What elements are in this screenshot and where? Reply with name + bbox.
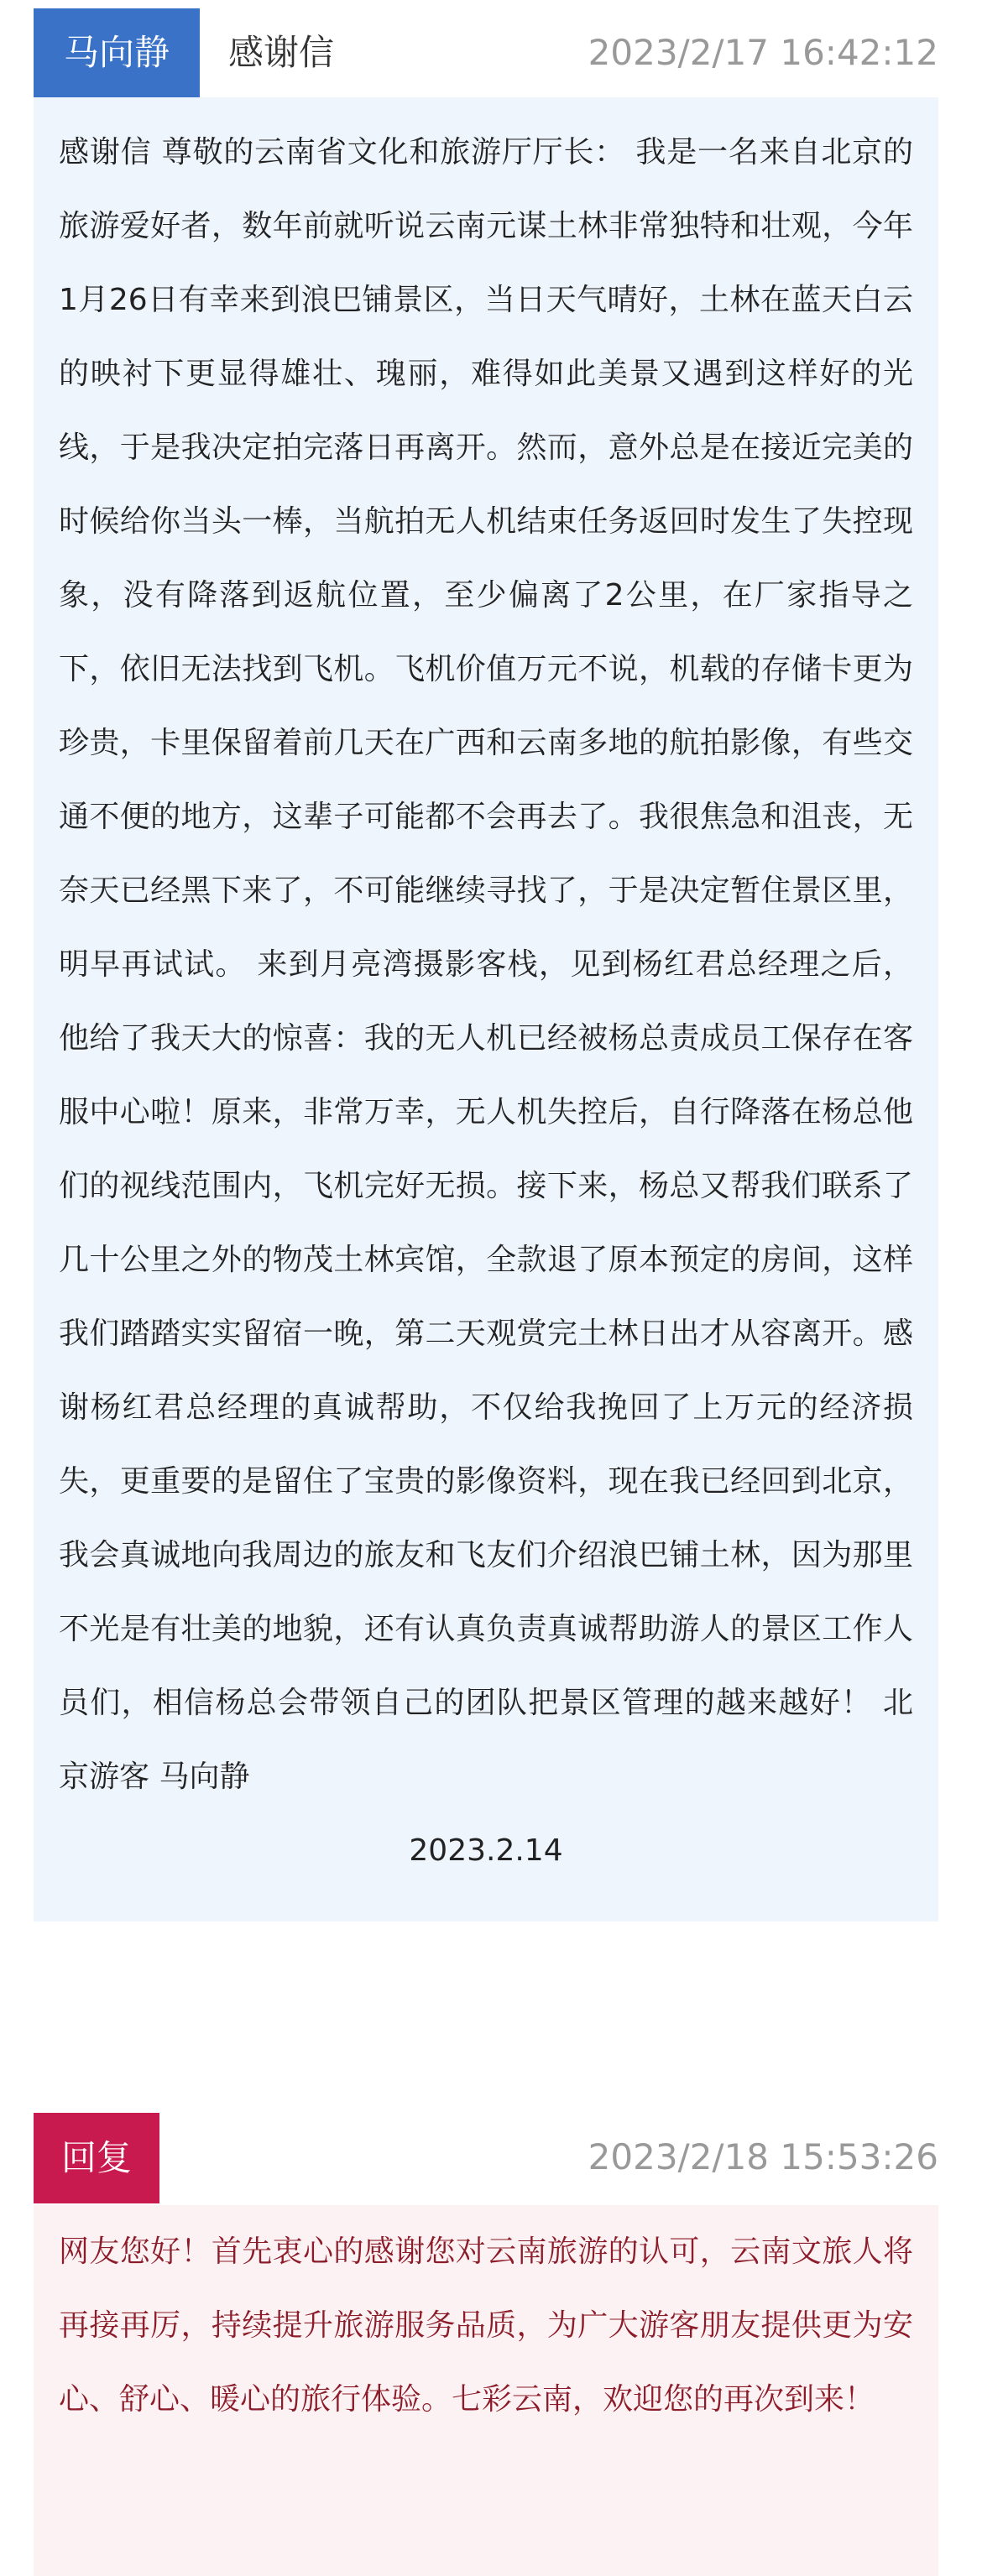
- message-text: 感谢信 尊敬的云南省文化和旅游厅厅长： 我是一名来自北京的旅游爱好者，数年前就听说云南元谋土林非常独特和壮观，今年1月26日有幸来到浪巴铺景区，当日天气晴好，土林在蓝天白云的映衬下更显得雄壮、瑰丽，难得如此美景又遇到这样好的光线，于是我决定拍完落日再离开。然而，意外总是在接近完美的时候给你当头一棒，当航拍无人机结束任务返回时发生了失控现象，没有降落到返航位置，至少偏离了2公里，在厂家指导之下，依旧无法找到飞机。飞机价值万元不说，机载的存储卡更为珍贵，卡里保留着前几天在广西和云南多地的航拍影像，有些交通不便的地方，这辈子可能都不会再去了。我很焦急和沮丧，无奈天已经黑下来了，不可能继续寻找了，于是决定暂住景区里，明早再试试。 来到月亮湾摄影客栈，见到杨红君总经理之后，他给了我天大的惊喜：我的无人机已经被杨总责成员工保存在客服中心啦！原来，非常万幸，无人机失控后，自行降落在杨总他们的视线范围内，飞机完好无损。接下来，杨总又帮我们联系了几十公里之外的物茂土林宾馆，全款退了原本预定的房间，这样我们踏踏实实留宿一晚，第二天观赏完土林日出才从容离开。感谢杨红君总经理的真诚帮助，不仅给我挽回了上万元的经济损失，更重要的是留住了宝贵的影像资料，现在我已经回到北京，我会真诚地向我周边的旅友和飞友们介绍浪巴铺土林，因为那里不光是有壮美的地貌，还有认真负责真诚帮助游人的景区工作人员们，相信杨总会带领自己的团队把景区管理的越来越好！ 北京游客 马向静: [59, 135, 913, 1794]
- message-header: [34, 8, 938, 97]
- author-name-tag[interactable]: 马向静: [34, 8, 200, 97]
- message-title: 感谢信: [228, 32, 335, 73]
- message-body: [34, 97, 938, 1922]
- reply-tag: 回复: [34, 2113, 159, 2203]
- message-date: 2023.2.14: [409, 1833, 563, 1868]
- reply-text: 网友您好！首先衷心的感谢您对云南旅游的认可，云南文旅人将再接再厉，持续提升旅游服务品质，为广大游客朋友提供更为安心、舒心、暖心的旅行体验。七彩云南，欢迎您的再次到来！: [59, 2234, 913, 2417]
- reply-timestamp: 2023/2/18 15:53:26: [588, 2136, 938, 2177]
- message-timestamp: 2023/2/17 16:42:12: [588, 32, 938, 73]
- reply-card: [34, 2108, 938, 2576]
- reply-body: [34, 2205, 938, 2576]
- reply-header: [34, 2108, 938, 2197]
- message-card: [34, 8, 938, 1922]
